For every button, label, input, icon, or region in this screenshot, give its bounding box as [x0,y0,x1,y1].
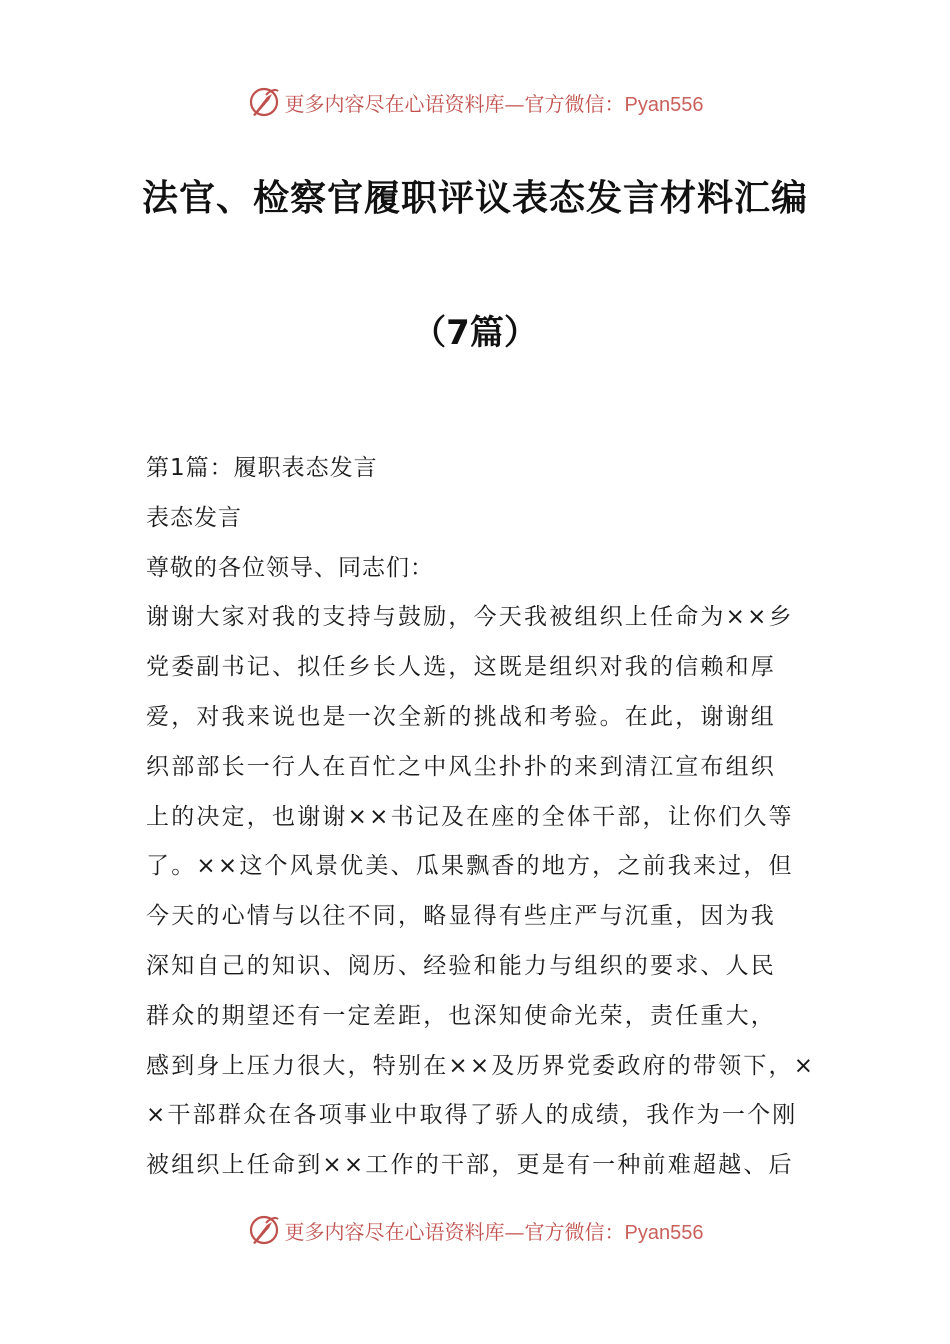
paragraph-line: 今天的心情与以往不同，略显得有些庄严与沉重，因为我 [146,903,776,930]
paragraph-line: 感到身上压力很大，特别在××及历界党委政府的带领下，× [146,1052,816,1079]
paragraph-line: 党委副书记、拟任乡长人选，这既是组织对我的信赖和厚 [146,654,776,681]
header-wechat-id: Pyan556 [624,93,704,116]
paragraph-line: 被组织上任命到××工作的干部，更是有一种前难超越、后 [146,1152,794,1179]
section-heading: 第1篇：履职表态发言 [146,455,378,481]
footer-wechat-id: Pyan556 [624,1221,704,1244]
footer-banner [0,1210,950,1250]
header-banner [0,82,950,122]
paragraph-line: 深知自己的知识、阅历、经验和能力与组织的要求、人民 [146,952,776,979]
paragraph-line: 谢谢大家对我的支持与鼓励，今天我被组织上任命为××乡 [146,604,794,631]
pen-nib-circle-icon [247,1213,281,1247]
pen-nib-circle-icon [247,85,281,119]
paragraph-line: 织部部长一行人在百忙之中风尘扑扑的来到清江宣布组织 [146,753,776,780]
paragraph-line: 群众的期望还有一定差距，也深知使命光荣，责任重大， [146,1002,776,1029]
paragraph-line: 上的决定，也谢谢××书记及在座的全体干部，让你们久等 [146,803,794,830]
document-subtitle: （7篇） [412,313,538,353]
document-title: 法官、检察官履职评议表态发言材料汇编 [141,178,808,219]
paragraph-line: 爱，对我来说也是一次全新的挑战和考验。在此，谢谢组 [146,703,776,730]
footer-banner-text: 更多内容尽在心语资料库—官方微信：Pyan556 [284,1219,704,1244]
speech-heading: 表态发言 [146,504,242,531]
header-banner-text: 更多内容尽在心语资料库—官方微信：Pyan556 [284,91,704,116]
paragraph-line: ×干部群众在各项事业中取得了骄人的成绩，我作为一个刚 [146,1102,798,1129]
paragraph-line: 了。××这个风景优美、瓜果飘香的地方，之前我来过，但 [146,853,794,880]
document-body [146,444,816,1191]
salutation: 尊敬的各位领导、同志们： [146,554,434,581]
